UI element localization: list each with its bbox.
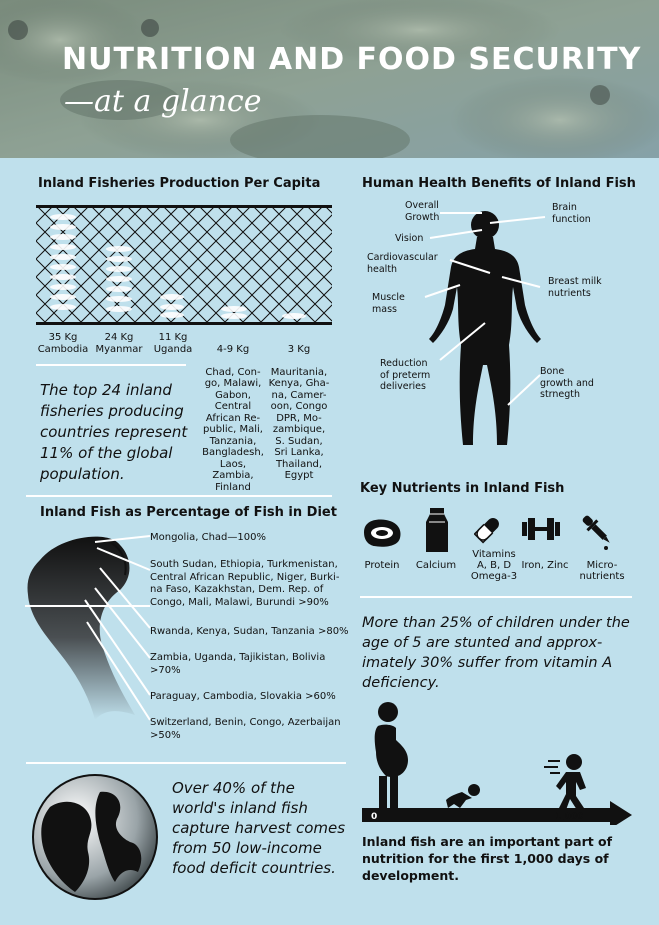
diet-item: Zambia, Uganda, Tajikistan, Bolivia >70% — [150, 652, 326, 676]
divider — [36, 364, 186, 366]
production-item-cambodia — [36, 332, 90, 355]
health-label-milk: Breast milk nutrients — [548, 276, 602, 299]
production-countries: Myanmar — [95, 343, 143, 355]
divider — [360, 596, 632, 598]
health-label-bone: Bone growth and strnegth — [540, 366, 594, 400]
diet-section-title: Inland Fish as Percentage of Fish in Diet — [40, 505, 337, 520]
crawling-baby-icon — [446, 784, 480, 808]
production-value: 4-9 Kg — [216, 343, 250, 355]
production-countries: Chad, Con- go, Malawi, Gabon, Central African Re- public, Mali, Tanzania, Bangladesh, Laos, Zambia, Finland — [202, 366, 264, 493]
production-section-title: Inland Fisheries Production Per Capita — [38, 176, 321, 191]
timeline-end-label: 1,000 — [555, 812, 584, 822]
fish-stack-mauritania — [282, 313, 306, 319]
health-label-brain: Brain function — [552, 202, 591, 225]
production-item-mauritania-group — [268, 332, 330, 482]
steak-icon — [360, 516, 404, 550]
pregnant-woman-icon — [375, 702, 408, 808]
fishing-net-graphic — [36, 205, 332, 327]
timeline-start-label: 0 — [371, 812, 378, 822]
diet-item: South Sudan, Ethiopia, Turkmenistan, Central African Republic, Niger, Burki- na Faso, Kazakhstan, Dem. Rep. of Congo, Mali, Malawi, Burundi >90% — [150, 559, 340, 608]
production-value: 11 Kg — [158, 332, 188, 343]
header-banner — [0, 0, 659, 158]
production-value: 3 Kg — [287, 343, 311, 355]
production-item-myanmar — [92, 332, 146, 355]
production-item-chad-group — [200, 332, 266, 493]
health-section-title: Human Health Benefits of Inland Fish — [362, 176, 636, 191]
nutrient-label-protein: Protein — [364, 560, 400, 571]
globe-icon — [30, 772, 160, 902]
production-value: 35 Kg — [48, 332, 78, 343]
children-fact: More than 25% of children under the age of 5 are stunted and approx-imately 30% suffer from vitamin A deficiency. — [362, 615, 630, 691]
health-label-preterm: Reduction of preterm deliveries — [380, 358, 431, 392]
diet-pointer-lines — [25, 530, 155, 730]
diet-item: Switzerland, Benin, Congo, Azerbaijan >50% — [150, 717, 341, 741]
walking-toddler-icon — [544, 754, 586, 810]
health-label-muscle: Muscle mass — [372, 292, 405, 315]
production-fact: The top 24 inland fisheries producing countries represent 11% of the global population. — [40, 381, 188, 483]
health-label-growth: Overall Growth — [405, 200, 440, 223]
page-title: NUTRITION AND FOOD SECURITY — [62, 42, 642, 77]
milk-carton-icon — [424, 506, 450, 554]
development-timeline-graphic — [362, 700, 634, 825]
production-countries: Cambodia — [37, 343, 89, 355]
diet-item: Paraguay, Cambodia, Slovakia >60% — [150, 691, 336, 702]
divider — [26, 495, 332, 497]
nutrient-label-iron: Iron, Zinc — [521, 560, 569, 571]
health-label-vision: Vision — [395, 233, 424, 244]
production-item-uganda — [147, 332, 199, 355]
divider — [26, 762, 346, 764]
fish-photo-background — [0, 0, 659, 158]
production-countries: Mauritania, Kenya, Gha- na, Camer- oon, Congo DPR, Mo- zambique, S. Sudan, Sri Lanka, Thailand, Egypt — [268, 366, 330, 481]
health-label-cardio: Cardiovascular health — [367, 252, 438, 275]
nutrient-label-micronutrients: Micro- nutrients — [579, 560, 625, 582]
nutrients-section-title: Key Nutrients in Inland Fish — [360, 481, 565, 496]
capsule-icon — [474, 514, 502, 544]
dumbbell-icon — [520, 516, 562, 542]
diet-item: Rwanda, Kenya, Sudan, Tanzania >80% — [150, 626, 349, 637]
nutrient-label-calcium: Calcium — [415, 560, 457, 571]
nutrient-label-vitamins: Vitamins A, B, D Omega-3 — [470, 549, 518, 582]
fish-stack-uganda — [160, 294, 184, 318]
timeline-caption: Inland fish are an important part of nutrition for the first 1,000 days of development. — [362, 834, 613, 883]
timeline-arrowhead — [610, 801, 632, 825]
production-countries: Uganda — [153, 343, 193, 355]
dropper-icon — [580, 512, 614, 552]
page-subtitle: —at a glance — [64, 84, 262, 119]
diet-item: Mongolia, Chad—100% — [150, 532, 266, 543]
production-value: 24 Kg — [104, 332, 134, 343]
world-fact: Over 40% of the world's inland fish capture harvest comes from 50 low-income food deficit countries. — [172, 779, 346, 877]
